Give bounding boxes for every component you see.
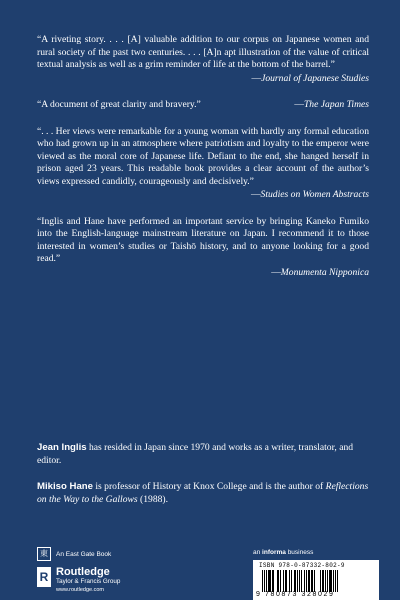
quote-dash: — xyxy=(271,266,281,278)
review-quote-1 xyxy=(37,34,369,85)
quote-source xyxy=(37,189,369,202)
review-quote-3 xyxy=(37,126,369,202)
publisher-name: Routledge xyxy=(56,566,110,578)
barcode-bars xyxy=(262,570,372,592)
quote-text: “Inglis and Hane have performed an important service by bringing Kaneko Fumiko into the English-language mainstream literature on Japan. I recommend it to those interested in women’s studies or Taishō history, and to anyone looking for a good read.” xyxy=(37,215,369,264)
author-bio-text: is professor of History at Knox College and is the author of xyxy=(92,481,326,492)
author-bio-inglis xyxy=(37,442,369,467)
quote-text: “. . . Her views were remarkable for a young woman with hardly any formal education who had grown up in an atmosphere where patriotism and loyalty to the emperor were viewed as the moral core of Japanese life. Defiant to the end, she hanged herself in prison aged 23 years. This readable book provides a clear account of the author’s views expressed candidly, courageously and decisively.” xyxy=(37,125,369,187)
review-quote-4 xyxy=(37,216,369,280)
quote-publication: Monumenta Nipponica xyxy=(280,266,369,278)
publisher-group: Taylor & Francis Group xyxy=(56,578,121,585)
quote-source xyxy=(37,73,369,86)
informa-prefix: an xyxy=(253,549,263,556)
publisher-logo xyxy=(37,567,120,594)
quote-publication: The Japan Times xyxy=(303,99,369,110)
informa-suffix: business xyxy=(285,549,314,556)
east-gate-imprint xyxy=(37,547,111,561)
review-quotes xyxy=(37,34,369,293)
east-gate-label: An East Gate Book xyxy=(56,550,112,558)
isbn-barcode xyxy=(253,560,379,600)
quote-text: “A riveting story. . . . [A] valuable addition to our corpus on Japanese women and rural society of the past two centuries. . . . [A]n apt illustration of the value of critical textual analysis as well as a grim reminder of life at the bottom of the barrel.” xyxy=(37,34,369,70)
author-bio-text: has resided in Japan since 1970 and works as a writer, translator, and editor. xyxy=(37,442,354,466)
isbn-label: ISBN 978-0-87332-802-9 xyxy=(259,562,345,569)
author-name: Mikiso Hane xyxy=(37,481,93,492)
quote-dash: — xyxy=(251,72,262,84)
quote-source xyxy=(294,99,369,112)
author-bio-hane xyxy=(37,481,369,506)
quote-publication: Studies on Women Abstracts xyxy=(260,189,369,200)
author-bio-text-end: (1988). xyxy=(137,493,169,505)
quote-dash: — xyxy=(294,99,304,110)
east-gate-logo-icon: 東 xyxy=(37,547,51,561)
author-name: Jean Inglis xyxy=(37,442,87,453)
quote-text: “A document of great clarity and bravery.” xyxy=(37,99,201,110)
barcode-stripe xyxy=(337,570,338,592)
barcode-digits: 9 780873 328029 xyxy=(256,591,335,598)
book-title: Reflections on the Way to the Gallows xyxy=(37,481,369,505)
publisher-url: www.routledge.com xyxy=(56,587,104,593)
quote-source xyxy=(37,267,369,280)
routledge-logo-icon: R xyxy=(37,567,51,587)
review-quote-2 xyxy=(37,99,369,112)
informa-business-label xyxy=(253,549,313,556)
publisher-text xyxy=(56,567,120,594)
informa-brand: informa xyxy=(262,549,286,556)
quote-dash: — xyxy=(250,189,261,200)
quote-publication: Journal of Japanese Studies xyxy=(261,72,369,84)
